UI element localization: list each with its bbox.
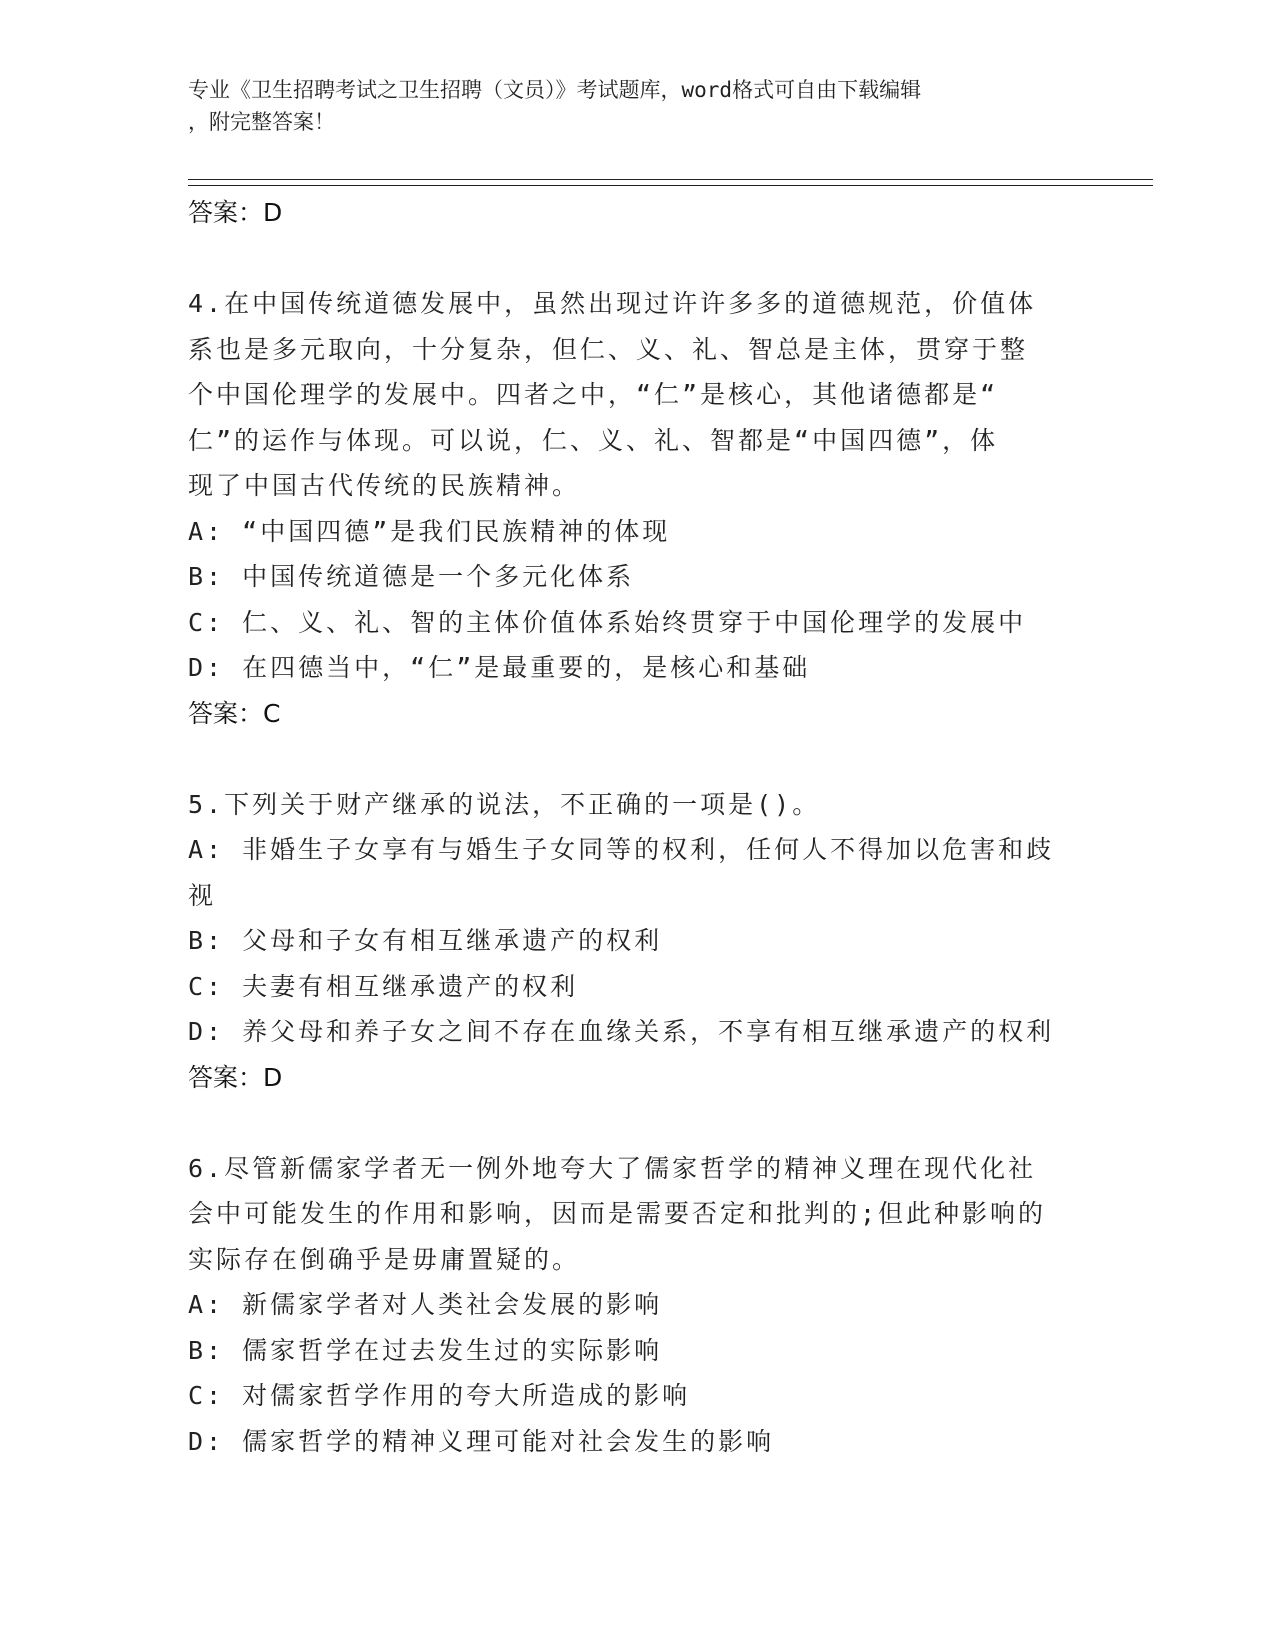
question-stem-line: 个中国伦理学的发展中。四者之中，“仁”是核心，其他诸德都是“	[188, 380, 999, 409]
question-stem-line: 现了中国古代传统的民族精神。	[188, 471, 581, 500]
answer-q4: 答案：C	[188, 698, 281, 728]
question-6	[188, 1146, 1088, 1465]
question-stem-line: 5.下列关于财产继承的说法，不正确的一项是()。	[188, 789, 821, 819]
option-c: C: 夫妻有相互继承遗产的权利	[188, 971, 579, 1001]
option-c: C: 对儒家哲学作用的夸大所造成的影响	[188, 1381, 691, 1410]
option-b: B: 儒家哲学在过去发生过的实际影响	[188, 1335, 663, 1365]
option-a: A: 新儒家学者对人类社会发展的影响	[188, 1290, 663, 1319]
option-a: A: 非婚生子女享有与婚生子女同等的权利，任何人不得加以危害和歧	[188, 835, 1055, 864]
header-line-2: ，附完整答案！	[188, 110, 335, 134]
option-c: C: 仁、义、礼、智的主体价值体系始终贯穿于中国伦理学的发展中	[188, 607, 1027, 637]
question-5	[188, 782, 1088, 1100]
option-d: D: 养父母和养子女之间不存在血缘关系，不享有相互继承遗产的权利	[188, 1017, 1055, 1046]
option-a-continued: 视	[188, 880, 217, 910]
question-stem-line: 会中可能发生的作用和影响，因而是需要否定和批判的;但此种影响的	[188, 1199, 1047, 1228]
answer-q3: 答案：D	[188, 198, 283, 227]
question-stem-line: 系也是多元取向，十分复杂，但仁、义、礼、智总是主体，贯穿于整	[188, 334, 1029, 364]
header-rule-top	[188, 179, 1153, 180]
option-b: B: 父母和子女有相互继承遗产的权利	[188, 926, 663, 955]
question-4	[188, 281, 1088, 736]
option-b: B: 中国传统道德是一个多元化体系	[188, 562, 635, 591]
spacer	[188, 736, 1088, 782]
option-d: D: 儒家哲学的精神义理可能对社会发生的影响	[188, 1426, 775, 1456]
option-d: D: 在四德当中，“仁”是最重要的，是核心和基础	[188, 653, 811, 682]
spacer	[188, 235, 1088, 281]
question-list	[188, 190, 1088, 1464]
question-stem-line: 4.在中国传统道德发展中，虽然出现过许许多多的道德规范，价值体	[188, 289, 1037, 318]
spacer	[188, 1100, 1088, 1146]
question-stem-line: 实际存在倒确乎是毋庸置疑的。	[188, 1244, 581, 1274]
header-line-1: 专业《卫生招聘考试之卫生招聘（文员）》考试题库，word格式可自由下载编辑	[188, 78, 922, 102]
page-header	[188, 74, 1088, 138]
question-stem-line: 6.尽管新儒家学者无一例外地夸大了儒家哲学的精神义理在现代化社	[188, 1153, 1037, 1183]
option-a: A: “中国四德”是我们民族精神的体现	[188, 516, 671, 546]
question-stem-line: 仁”的运作与体现。可以说，仁、义、礼、智都是“中国四德”，体	[188, 425, 999, 455]
answer-q5: 答案：D	[188, 1062, 283, 1092]
header-rule-bottom	[188, 185, 1153, 186]
